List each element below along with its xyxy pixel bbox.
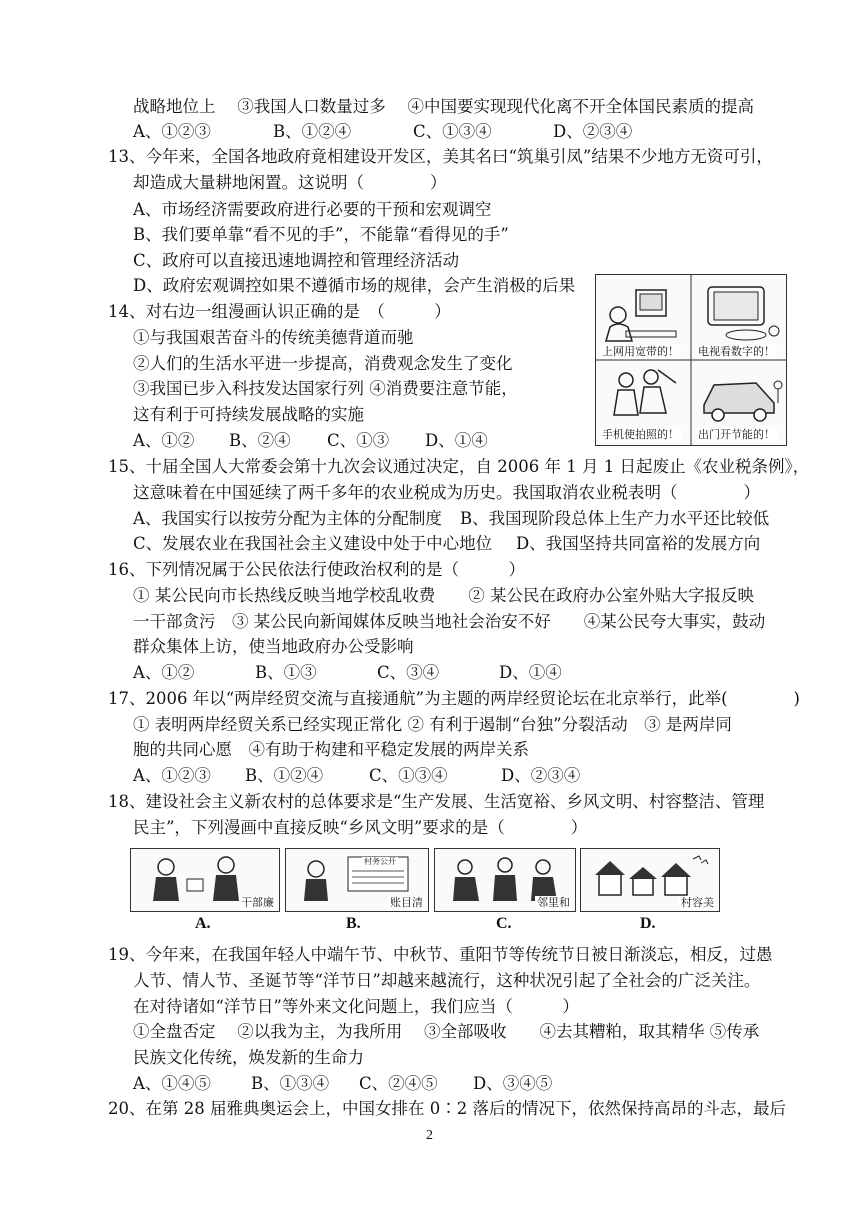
q18-letter-c: C.	[496, 915, 512, 932]
q18-stem-line1: 18、建设社会主义新农村的总体要求是“生产发展、生活宽裕、乡风文明、村容整洁、管理	[108, 792, 765, 811]
q16-option-c[interactable]: C、③④	[377, 663, 440, 682]
q16-items-line1: ① 某公民向市长热线反映当地学校乱收费 ② 某公民在政府办公室外贴大字报反映	[133, 586, 754, 605]
q16-option-b[interactable]: B、①③	[255, 663, 317, 682]
q19-option-b[interactable]: B、①③④	[251, 1074, 330, 1093]
q17-stem: 17、2006 年以“两岸经贸交流与直接通航”为主题的两岸经贸论坛在北京举行，此举( )	[108, 689, 800, 708]
q19-option-d[interactable]: D、③④⑤	[473, 1074, 553, 1093]
q16-option-a[interactable]: A、①②	[133, 663, 195, 682]
q14-item-3: ③我国已步入科技发达国家行列 ④消费要注意节能，	[133, 379, 518, 398]
q18-letter-a: A.	[195, 915, 211, 932]
q18-letter-b: B.	[346, 915, 361, 932]
q17-option-b[interactable]: B、①②④	[245, 766, 324, 785]
q18-panel-d[interactable]	[580, 848, 720, 912]
q14-item-2: ②人们的生活水平进一步提高，消费观念发生了变化	[133, 354, 513, 373]
q14-comic-caption-2: 电视看数字的！	[698, 345, 775, 358]
q13-option-d[interactable]: D、政府宏观调控如果不遵循市场的规律，会产生消极的后果	[133, 276, 576, 295]
q14-option-c[interactable]: C、①③	[327, 431, 390, 450]
q18-panel-b-sign: 村务公开	[364, 857, 396, 866]
q15-stem-line1: 15、十届全国人大常委会第十九次会议通过决定，自 2006 年 1 月 1 日起废止《农业税条例》，	[108, 457, 810, 476]
q14-comic-drawing	[596, 275, 786, 445]
q16-option-d[interactable]: D、①④	[499, 663, 562, 682]
q17-option-d[interactable]: D、②③④	[501, 766, 581, 785]
q16-items-line2: 一干部贪污 ③ 某公民向新闻媒体反映当地社会治安不好 ④某公民夸大事实，鼓动	[133, 612, 766, 631]
q19-option-a[interactable]: A、①④⑤	[133, 1074, 211, 1093]
q16-items-line3: 群众集体上访，使当地政府办公受影响	[133, 637, 414, 656]
q17-option-c[interactable]: C、①③④	[369, 766, 448, 785]
q18-panel-d-caption: 村容美	[681, 896, 714, 909]
q13-option-a[interactable]: A、市场经济需要政府进行必要的干预和宏观调空	[133, 200, 492, 219]
q12-continuation: 战略地位上 ③我国人口数量过多 ④中国要实现现代化离不开全体国民素质的提高	[133, 97, 754, 116]
q16-stem: 16、下列情况属于公民依法行使政治权利的是（ ）	[108, 560, 525, 579]
q14-comic-caption-4: 出门开节能的！	[698, 428, 775, 441]
q12-option-b[interactable]: B、①②④	[273, 122, 352, 141]
q12-option-d[interactable]: D、②③④	[553, 122, 633, 141]
q14-option-b[interactable]: B、②④	[229, 431, 291, 450]
q19-items-line1: ①全盘否定 ②以我为主，为我所用 ③全部吸收 ④去其糟粕，取其精华 ⑤传承	[133, 1022, 760, 1041]
q12-option-a[interactable]: A、①②③	[133, 122, 211, 141]
q15-stem-line2: 这意味着在中国延续了两千多年的农业税成为历史。我国取消农业税表明（ ）	[133, 483, 760, 502]
q20-stem-line1: 20、在第 28 届雅典奥运会上，中国女排在 0∶2 落后的情况下，依然保持高昂的斗志，最后	[108, 1099, 786, 1118]
q13-option-b[interactable]: B、我们要单靠“看不见的手”，不能靠“看得见的手”	[133, 225, 509, 244]
q19-option-c[interactable]: C、②④⑤	[359, 1074, 438, 1093]
q14-comic-caption-1: 上网用宽带的！	[602, 345, 679, 358]
q14-item-1: ①与我国艰苦奋斗的传统美德背道而驰	[133, 328, 414, 347]
q17-items-line1: ① 表明两岸经贸关系已经实现正常化 ② 有利于遏制“台独”分裂活动 ③ 是两岸同	[133, 715, 732, 734]
q14-comic-caption-3: 手机使拍照的！	[602, 428, 679, 441]
q17-items-line2: 胞的共同心愿 ④有助于构建和平稳定发展的两岸关系	[133, 740, 529, 759]
q18-stem-line2: 民主”，下列漫画中直接反映“乡风文明”要求的是（ ）	[133, 818, 588, 837]
q15-option-b[interactable]: B、我国现阶段总体上生产力水平还比较低	[460, 509, 770, 528]
q19-stem-line3: 在对待诸如“洋节日”等外来文化问题上，我们应当（ ）	[133, 997, 579, 1016]
q14-option-d[interactable]: D、①④	[425, 431, 488, 450]
q13-stem-line2: 却造成大量耕地闲置。这说明（ ）	[133, 173, 447, 192]
q13-option-c[interactable]: C、政府可以直接迅速地调控和管理经济活动	[133, 251, 460, 270]
q18-panel-a-caption: 干部廉	[241, 896, 274, 909]
q18-panel-a[interactable]	[130, 848, 280, 912]
q12-option-c[interactable]: C、①③④	[413, 122, 492, 141]
q15-option-c[interactable]: C、发展农业在我国社会主义建设中处于中心地位	[133, 534, 493, 553]
q19-stem-line1: 19、今年来，在我国年轻人中端午节、中秋节、重阳节等传统节日被日渐淡忘，相反，过愚	[108, 945, 773, 964]
q18-panel-b-caption: 账目清	[390, 896, 423, 909]
q18-panel-b[interactable]	[285, 848, 429, 912]
q19-items-line2: 民族文化传统，焕发新的生命力	[133, 1048, 364, 1067]
q15-option-d[interactable]: D、我国坚持共同富裕的发展方向	[516, 534, 761, 553]
q14-option-a[interactable]: A、①②	[133, 431, 195, 450]
q18-panel-c[interactable]	[434, 848, 576, 912]
q18-letter-d: D.	[640, 915, 656, 932]
q19-stem-line2: 人节、情人节、圣诞节等“洋节日”却越来越流行，这种状况引起了全社会的广泛关注。	[133, 971, 761, 990]
q18-panel-c-caption: 邻里和	[537, 896, 570, 909]
q17-option-a[interactable]: A、①②③	[133, 766, 211, 785]
page-number: 2	[426, 1128, 433, 1143]
q14-stem: 14、对右边一组漫画认识正确的是 （ ）	[108, 302, 451, 321]
q14-comic-grid	[595, 274, 787, 446]
q13-stem-line1: 13、今年来，全国各地政府竟相建设开发区，美其名曰“筑巢引凤”结果不少地方无资可引，	[108, 147, 773, 166]
q14-item-4: 这有利于可持续发展战略的实施	[133, 405, 364, 424]
q15-option-a[interactable]: A、我国实行以按劳分配为主体的分配制度	[133, 509, 442, 528]
